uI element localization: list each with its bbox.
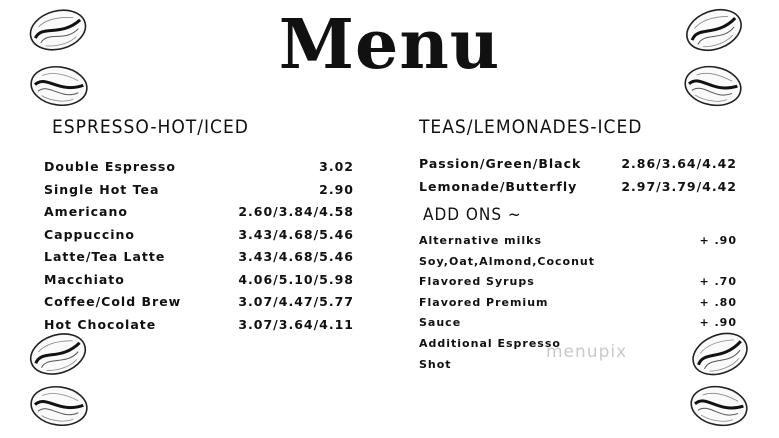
item-price: 4.06/5.10/5.98 [238,271,354,287]
item-name: Flavored Syrups [419,275,535,289]
addon-item [419,252,737,273]
menu-item-cappuccino [44,224,354,247]
item-price: 2.97/3.79/4.42 [621,178,737,194]
item-name: Passion/Green/Black [419,156,582,171]
item-name: Double Espresso [44,159,176,174]
item-name: Latte/Tea Latte [44,249,166,264]
addon-item [419,313,737,334]
item-name: Flavored Premium [419,295,549,309]
item-name: Hot Chocolate [44,316,157,332]
item-name: Sauce [419,316,462,330]
coffee-bean-icon [688,384,752,430]
item-price: 3.43/4.68/5.46 [238,226,354,242]
menu-item-lemonade-butterfly [419,176,737,199]
item-price: 2.86/3.64/4.42 [621,156,737,171]
addon-item [419,272,737,293]
item-price: 2.60/3.84/4.58 [238,204,354,219]
watermark: menupix [546,342,628,362]
item-name: Coffee/Cold Brew [44,294,182,309]
menu-item-latte [44,246,354,269]
teas-list [419,153,737,198]
menu-item-coffee-cold-brew [44,291,354,314]
menu-item-double-espresso [44,156,354,179]
item-price: 2.90 [319,181,354,197]
item-name: Lemonade/Butterfly [419,178,578,194]
item-price: 3.02 [319,159,354,174]
item-price: 3.07/3.64/4.11 [238,316,354,332]
item-name: Americano [44,204,128,219]
item-price: + .90 [699,316,737,330]
menu-title: Menu [278,5,501,85]
item-name: Cappuccino [44,226,135,242]
item-name: Alternative milks [419,234,543,247]
addon-item [419,231,737,252]
coffee-bean-icon [28,384,92,430]
item-name: Additional Espresso [419,336,561,350]
menu-item-passion-green-black [419,153,737,176]
item-name: Shot [419,357,452,371]
espresso-heading: ESPRESSO-HOT/ICED [52,116,249,138]
espresso-list [44,156,354,336]
item-price: + .70 [699,275,737,289]
item-name: Single Hot Tea [44,181,160,197]
item-price: 3.43/4.68/5.46 [238,249,354,264]
item-name: Macchiato [44,271,125,287]
item-price: + .80 [699,295,737,309]
item-price: + .90 [699,234,737,247]
menu-item-macchiato [44,269,354,292]
teas-heading: TEAS/LEMONADES-ICED [419,116,643,138]
coffee-bean-icon [28,332,90,380]
addon-item [419,293,737,314]
item-name: Soy,Oat,Almond,Coconut [419,254,595,268]
item-price: 3.07/4.47/5.77 [238,294,354,309]
menu-item-single-hot-tea [44,179,354,202]
menu-item-americano [44,201,354,224]
addons-heading: ADD ONS ~ [423,205,522,225]
menu-item-hot-chocolate [44,314,354,337]
